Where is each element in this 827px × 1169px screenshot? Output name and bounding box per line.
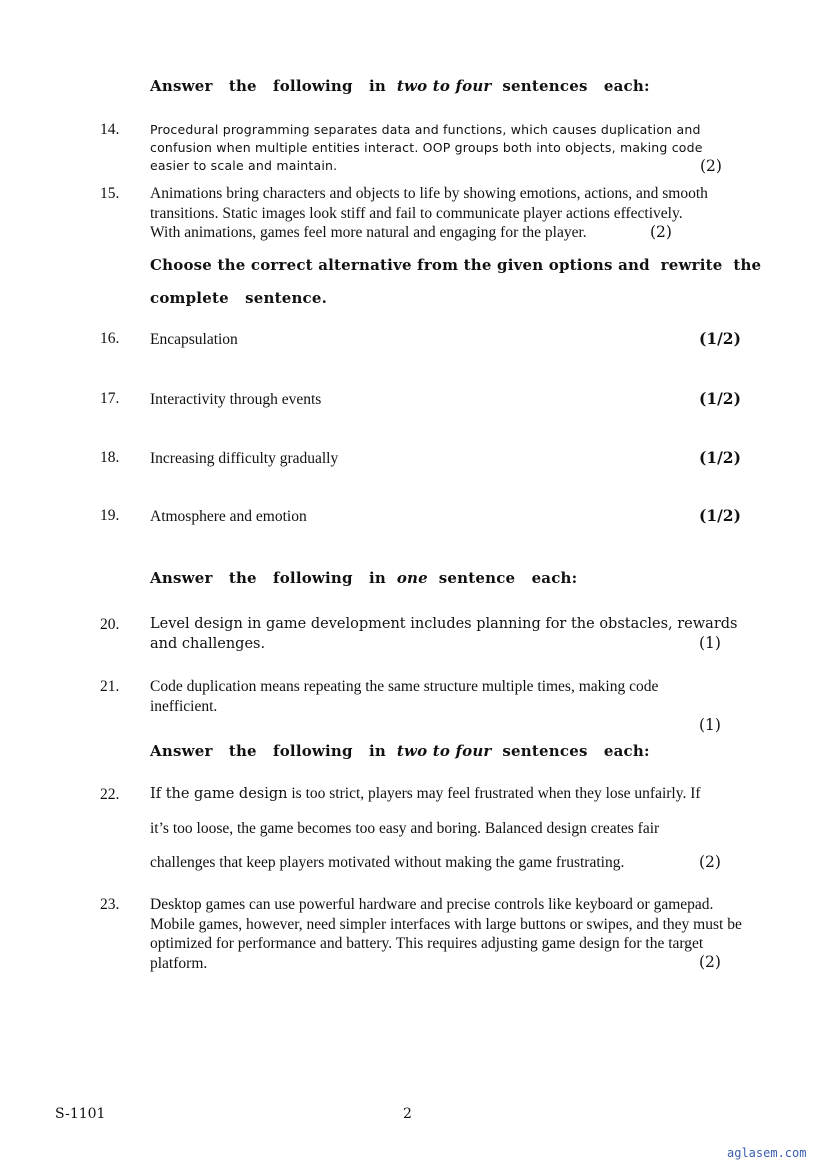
heading-text: sentence each: xyxy=(427,569,578,587)
answer-line: transitions. Static images look stiff and fail to communicate player actions effectively. xyxy=(150,204,683,222)
question-marks: (1/2) xyxy=(699,389,741,408)
section-heading-one xyxy=(150,569,577,587)
answer-line: With animations, games feel more natural and engaging for the player. xyxy=(150,224,587,241)
question-19-answer: Atmosphere and emotion xyxy=(150,508,307,525)
question-number: 19. xyxy=(100,507,120,524)
question-22-line-2: it’s too loose, the game becomes too easy and boring. Balanced design creates fair xyxy=(150,820,660,837)
question-number: 21. xyxy=(100,678,120,695)
question-number: 17. xyxy=(100,390,120,407)
question-17-answer: Interactivity through events xyxy=(150,391,322,408)
question-14-answer: Procedural programming separates data and functions, which causes duplication and confusion when multiple entities interact. OOP groups both into objects, making code easier to scale and maintain. xyxy=(150,122,703,173)
question-22-line-3: challenges that keep players motivated without making the game frustrating. xyxy=(150,854,625,871)
question-number: 18. xyxy=(100,449,120,466)
heading-emphasis: two to four xyxy=(396,77,492,95)
question-marks: (2) xyxy=(650,223,672,241)
question-20-answer: Level design in game development includes planning for the obstacles, rewards and challenges. xyxy=(150,616,738,652)
question-marks: (1/2) xyxy=(699,448,741,467)
question-16-answer: Encapsulation xyxy=(150,331,238,348)
section-heading-choose-cont: complete sentence. xyxy=(150,289,328,307)
question-number: 23. xyxy=(100,896,120,913)
heading-text: sentences each: xyxy=(491,77,650,95)
question-number: 15. xyxy=(100,185,120,202)
question-marks: (1) xyxy=(699,634,721,652)
heading-text: Answer the following in xyxy=(150,569,397,587)
question-18-answer: Increasing difficulty gradually xyxy=(150,450,339,467)
heading-emphasis: two to four xyxy=(396,742,492,760)
answer-line: is too strict, players may feel frustrated when they lose unfairly. If xyxy=(287,785,701,802)
section-heading-two-to-four-b xyxy=(150,742,650,760)
answer-lead: If the game design xyxy=(150,786,288,802)
question-23-answer: Desktop games can use powerful hardware and precise controls like keyboard or gamepad. Mobile games, however, need simpler interfaces with large buttons or swipes, and they must be optimized for performance and battery. This requires adjusting game design for the target platform. xyxy=(150,896,742,972)
heading-text: Answer the following in xyxy=(150,742,397,760)
paper-code: S-1101 xyxy=(55,1106,106,1122)
question-21-answer: Code duplication means repeating the same structure multiple times, making code inefficient. xyxy=(150,678,659,715)
heading-emphasis: one xyxy=(396,569,428,587)
question-number: 20. xyxy=(100,616,120,633)
section-heading-choose: Choose the correct alternative from the given options and rewrite the xyxy=(150,256,762,274)
question-number: 14. xyxy=(100,121,120,138)
watermark: aglasem.com xyxy=(727,1146,807,1160)
page-number: 2 xyxy=(403,1106,412,1122)
section-heading-two-to-four xyxy=(150,77,650,95)
question-marks: (2) xyxy=(700,157,722,175)
question-number: 22. xyxy=(100,786,120,803)
question-marks: (1/2) xyxy=(699,329,741,348)
question-marks: (2) xyxy=(699,953,721,971)
question-marks: (2) xyxy=(699,853,721,871)
answer-line: Animations bring characters and objects to life by showing emotions, actions, and smooth xyxy=(150,185,708,202)
heading-text: sentences each: xyxy=(491,742,650,760)
question-number: 16. xyxy=(100,330,120,347)
question-22-line-1 xyxy=(150,785,701,803)
question-marks: (1/2) xyxy=(699,506,741,525)
heading-text: Answer the following in xyxy=(150,77,397,95)
question-marks: (1) xyxy=(699,716,721,734)
